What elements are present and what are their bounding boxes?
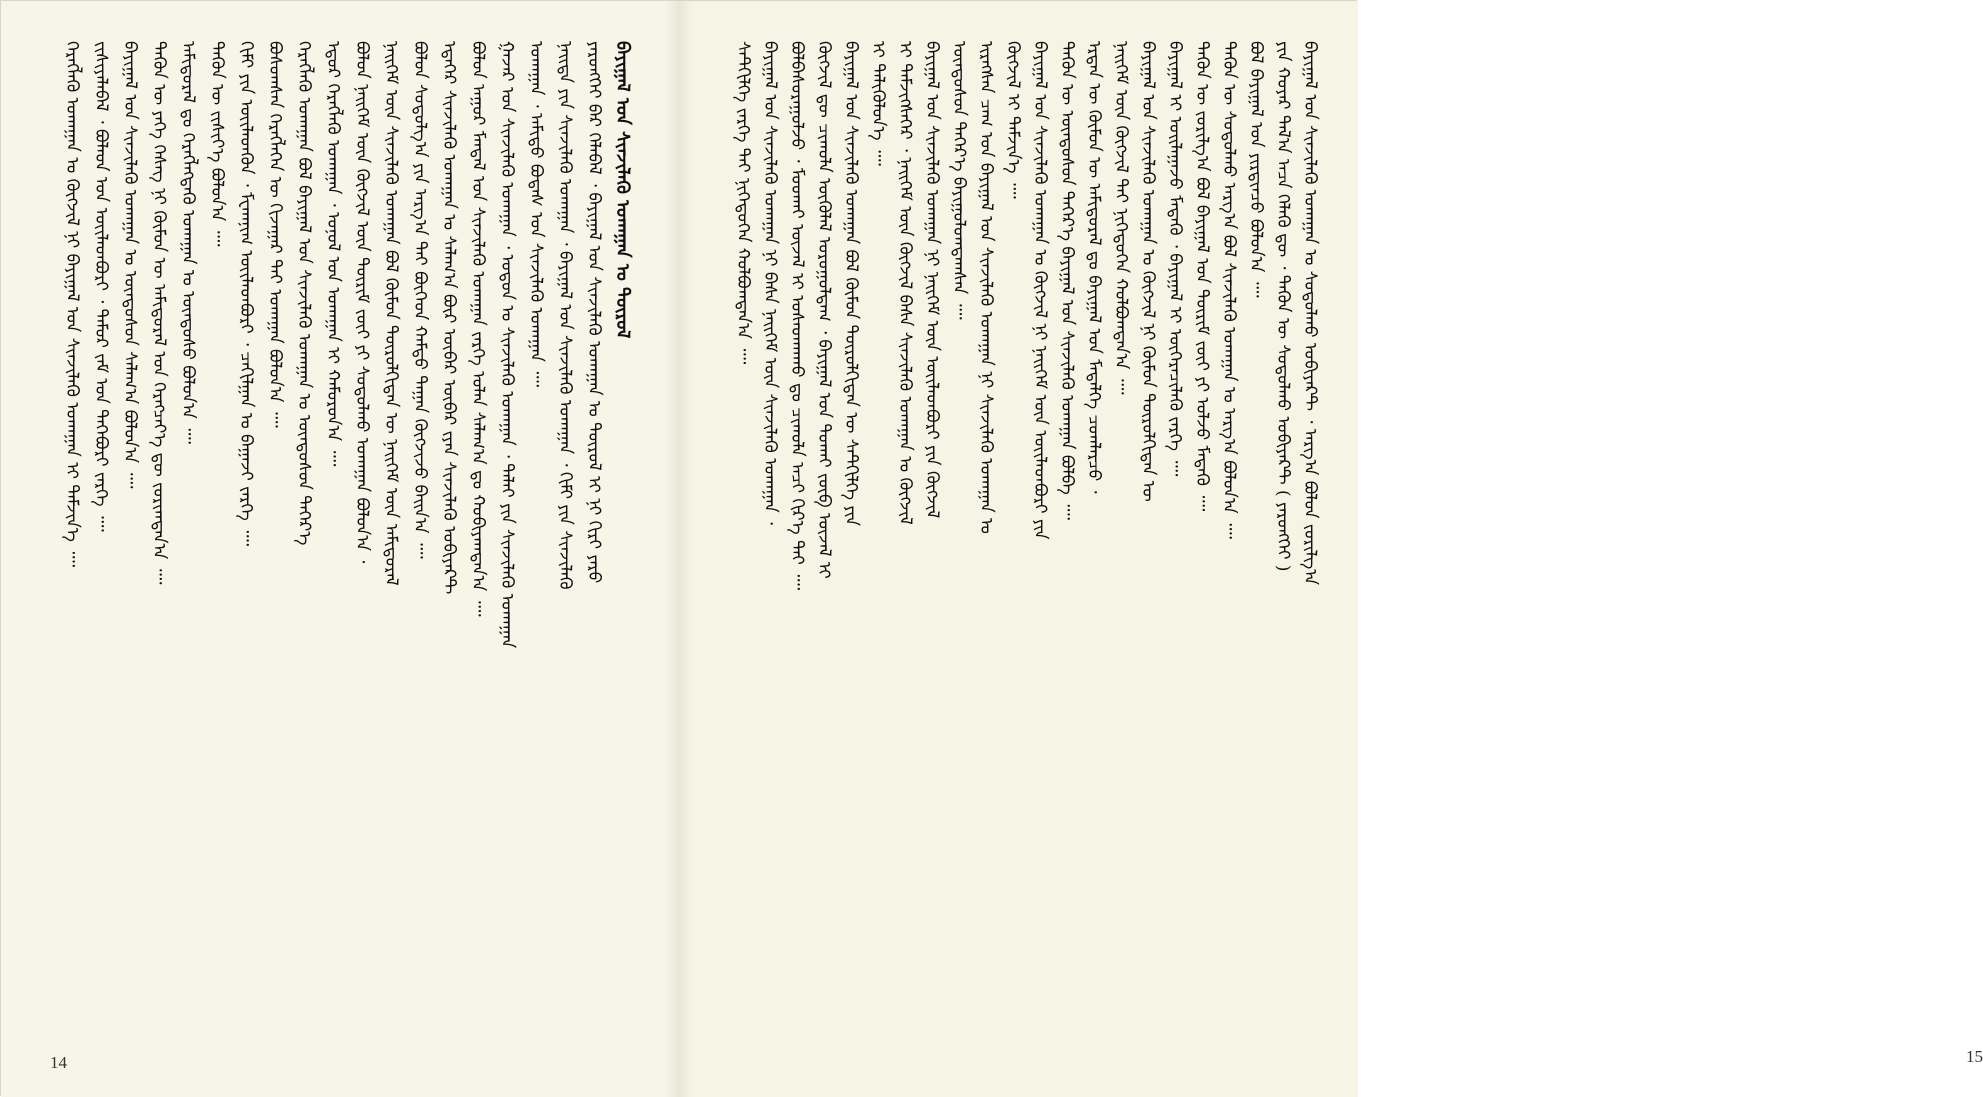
text-column: ᠪᠣᠯᠪᠠᠰᠤᠷᠠᠭᠤᠯᠵᠤ ᠂ ᠮᠤᠤᠬᠠᠢ ᠦᠵᠡᠯ ᠢ ᠤᠰᠠᠳᠬᠠᠬᠤ ᠳᠤ ᠴᠢᠬᠤᠯᠠ ᠠᠴᠢ ᠬᠢᠷ᠎ᠡ ᠲᠠᠢ ᠁ [787, 41, 807, 591]
text-column: ᠪᠠᠶᠢᠭᠠᠯ ᠤᠨ ᠰᠢᠨᠵᠢᠯᠡᠬᠦ ᠤᠬᠠᠭᠠᠨ ᠤ ᠬᠥᠭᠵᠢᠯ ᠨᠢ ᠨᠡᠢᠭᠡᠮ ᠦᠨ ᠦᠢᠯᠡᠳᠪᠦᠷᠢ ᠶᠢᠨ [1030, 41, 1050, 540]
text-column: ᠲᠡᠭᠦᠨ ᠦ ᠰᠤᠳᠤᠯᠬᠤ ᠠᠷᠭ᠎ᠠ ᠪᠣᠯ ᠰᠢᠨᠵᠢᠯᠡᠬᠦ ᠤᠬᠠᠭᠠᠨ ᠤ ᠠᠷᠭ᠎ᠠ ᠪᠣᠯᠤᠨ᠎ᠠ ᠁ [1219, 41, 1239, 539]
text-column: ᠢᠷᠡᠭᠰᠡᠨ ᠴᠠᠭ ᠤᠨ ᠪᠠᠶᠢᠭᠠᠯ ᠤᠨ ᠰᠢᠨᠵᠢᠯᠡᠬᠦ ᠤᠬᠠᠭᠠᠨ ᠨᠢ ᠰᠢᠨᠵᠢᠯᠡᠬᠦ ᠤᠬᠠᠭᠠᠨ ᠤ [976, 41, 996, 534]
text-column: ᠢ ᠲᠡᠯᠢᠭᠦᠯᠦᠨ᠎ᠡ ᠁ [868, 41, 888, 166]
text-column: ᠵᠢᠱᠢᠶᠡᠯᠡᠪᠡᠯ ᠂ ᠪᠣᠯᠠᠳ ᠤᠨ ᠦᠢᠯᠡᠳᠪᠦᠷᠢ ᠂ ᠲᠡᠮᠦᠷ ᠵᠠᠮ ᠤᠨ ᠲᠡᠭᠡᠪᠦᠷᠢ ᠵᠡᠷᠭᠡ ᠁ [91, 41, 111, 532]
text-column: ᠪᠠᠶᠢᠭᠠᠯ ᠢ ᠣᠢᠯᠠᠭᠠᠵᠤ ᠮᠡᠳᠡᠬᠦ ᠂ ᠪᠠᠶᠢᠭᠠᠯ ᠢ ᠥᠭᠡᠷᠡᠴᠢᠯᠡᠬᠦ ᠵᠡᠷᠭᠡ ᠁ [1165, 41, 1185, 477]
page-number: 15 [1966, 1047, 1983, 1066]
text-column: ᠠᠮᠢᠳᠤᠷᠠᠯ ᠳᠤ ᠬᠡᠷᠡᠭᠯᠡᠭᠳᠡᠬᠦ ᠤᠬᠠᠭᠠᠨ ᠤ ᠦᠨᠳᠦᠰᠦ ᠪᠣᠯᠤᠨ᠎ᠠ ᠁ [178, 41, 198, 445]
text-column: ᠲᠡᠭᠦᠨ ᠦ ᠶᠡᠬᠡ ᠬᠡᠰᠡᠭ ᠨᠢ ᠬᠦᠮᠦᠨ ᠦ ᠠᠮᠢᠳᠤᠷᠠᠯ ᠤᠨ ᠬᠡᠷᠡᠭᠴᠡᠶ᠎ᠡ ᠳᠦ ᠵᠣᠷᠢᠭᠳᠠᠨ᠎ᠠ ᠁ [149, 41, 169, 585]
text-column: ᠨᠡᠢᠭᠡᠮ ᠦᠨ ᠬᠥᠭᠵᠢᠯ ᠲᠡᠢ ᠨᠢᠭᠡᠳᠦᠭᠡᠨ ᠬᠣᠯᠪᠣᠭᠳᠠᠨ᠎ᠠ ᠁ [1111, 41, 1131, 395]
text-column: ᠢ ᠳᠡᠮᠵᠢᠭᠰᠡᠭᠡᠷ ᠂ ᠨᠡᠢᠭᠡᠮ ᠦᠨ ᠬᠥᠭᠵᠢᠯ ᠪᠠᠰᠠ ᠰᠢᠨᠵᠢᠯᠡᠬᠦ ᠤᠬᠠᠭᠠᠨ ᠤ ᠬᠥᠭᠵᠢᠯ [895, 41, 915, 525]
text-column: ᠬᠥᠭᠵᠢᠯ ᠢ ᠳᠡᠮᠵᠢᠨ᠎ᠡ ᠁ [1003, 41, 1023, 199]
text-column: ᠡᠷᠲᠡᠨ ᠦ ᠬᠦᠮᠦᠨ ᠦ ᠠᠮᠢᠳᠤᠷᠠᠯ ᠳᠤ ᠪᠠᠶᠢᠭᠠᠯ ᠤᠨ ᠮᠡᠳᠡᠯᠭᠡ ᠴᠤᠭᠯᠠᠷᠴᠤ ᠂ [1084, 41, 1104, 494]
text-column: ᠤᠬᠠᠭᠠᠨ ᠂ ᠠᠮᠢᠳᠤ ᠪᠣᠳᠠᠰ ᠤᠨ ᠰᠢᠨᠵᠢᠯᠡᠬᠦ ᠤᠬᠠᠭᠠᠨ ᠁ [526, 41, 546, 388]
text-column: ᠲᠡᠭᠦᠨ ᠦ ᠵᠢᠱᠢᠶ᠎ᠡ ᠪᠣᠯᠤᠨ᠎ᠠ ᠁ [207, 41, 227, 247]
text-column: ᠪᠠᠶᠢᠭᠠᠯ ᠤᠨ ᠰᠢᠨᠵᠢᠯᠡᠬᠦ ᠤᠬᠠᠭᠠᠨ ᠤ ᠰᠤᠳᠤᠯᠬᠤ ᠣᠪᠢᠶᠡᠺᠲ ᠂ ᠠᠷᠭ᠎ᠠ ᠪᠣᠯᠤᠨ ᠵᠣᠷᠢᠯᠭ᠎ᠠ [1300, 41, 1320, 586]
text-column: ᠡᠳᠦᠷ ᠬᠡᠷᠡᠭᠯᠡᠬᠦ ᠤᠬᠠᠭᠠᠨ ᠂ ᠣᠨᠣᠯ ᠤᠨ ᠤᠬᠠᠭᠠᠨ ᠢ ᠬᠠᠮᠤᠷᠤᠨ᠎ᠠ ᠁ [323, 41, 343, 467]
text-column: ᠬᠥᠭᠵᠢᠯ ᠳᠦ ᠴᠢᠬᠤᠯᠠ ᠥᠭᠦᠯᠡᠯ ᠣᠷᠣᠭᠤᠯᠳᠠᠭ ᠂ ᠪᠠᠶᠢᠭᠠᠯ ᠤᠨ ᠲᠤᠬᠠᠢ ᠵᠥᠪ ᠦᠵᠡᠯ ᠢ [814, 41, 834, 579]
book-gutter-shadow [665, 1, 693, 1097]
text-column: ᠪᠣᠰᠤᠭᠰᠠᠨ ᠬᠡᠷᠡᠭᠯᠡᠭᠡᠨ ᠦ ᠬᠢᠵᠠᠭᠠᠷ ᠲᠠᠢ ᠤᠬᠠᠭᠠᠨ ᠪᠣᠯᠤᠨ᠎ᠠ ᠁ [265, 41, 285, 428]
text-column: ᠪᠠᠶᠢᠭᠠᠯ ᠤᠨ ᠰᠢᠨᠵᠢᠯᠡᠬᠦ ᠤᠬᠠᠭᠠᠨ ᠨᠢ ᠨᠡᠢᠭᠡᠮ ᠦᠨ ᠦᠢᠯᠡᠳᠪᠦᠷᠢ ᠶᠢᠨ ᠬᠥᠭᠵᠢᠯ [922, 41, 942, 519]
text-column: ᠰᠡᠲᠬᠢᠯᠭᠡ ᠵᠡᠷᠭᠡ ᠲᠡᠢ ᠨᠢᠭᠡᠳᠦᠭᠡᠨ ᠬᠣᠯᠪᠣᠭᠳᠠᠨ᠎ᠠ ᠁ [733, 41, 753, 365]
text-column: ᠨᠡᠢᠲᠡ ᠶᠢᠨ ᠰᠢᠨᠵᠢᠯᠡᠬᠦ ᠤᠬᠠᠭᠠᠨ ᠂ ᠪᠠᠶᠢᠭᠠᠯ ᠤᠨ ᠰᠢᠨᠵᠢᠯᠡᠬᠦ ᠤᠬᠠᠭᠠᠨ ᠂ ᠬᠢᠮᠢ ᠶᠢᠨ ᠰᠢᠨᠵᠢᠯᠡᠬᠦ [555, 41, 575, 590]
text-column: ᠪᠠᠶᠢᠭᠠᠯ ᠤᠨ ᠰᠢᠨᠵᠢᠯᠡᠬᠦ ᠤᠬᠠᠭᠠᠨ ᠤ ᠲᠦᠷᠦᠯ [612, 41, 633, 339]
text-column: ᠦᠨᠳᠦᠰᠦᠨ ᠳᠡᠭᠡᠷ᠎ᠡ ᠪᠠᠶᠢᠭᠤᠯᠤᠭᠳᠠᠭᠰᠠᠨ ᠁ [949, 41, 969, 320]
text-column: ᠨᠡᠢᠭᠡᠮ ᠦᠨ ᠰᠢᠨᠵᠢᠯᠡᠬᠦ ᠤᠬᠠᠭᠠᠨ ᠪᠣᠯ ᠬᠦᠮᠦᠨ ᠲᠥᠷᠥᠯᠬᠢᠲᠡᠨ ᠦ ᠨᠡᠢᠭᠡᠮ ᠦᠨ ᠠᠮᠢᠳᠤᠷᠠᠯ [381, 41, 401, 586]
text-column: ᠶᠢᠨ ᠬᠣᠶᠠᠷ ᠲᠠᠯ᠎ᠠ ᠠᠴᠠ ᠬᠡᠯᠡᠬᠦ ᠳᠦ ᠂ ᠲᠡᠭᠦᠨ ᠦ ᠰᠤᠳᠤᠯᠬᠤ ᠣᠪᠢᠶᠡᠺᠲ ( ᠶᠡᠷᠦᠩᠬᠡᠢ ) [1273, 41, 1293, 572]
text-column: ᠪᠠᠶᠢᠭᠠᠯ ᠤᠨ ᠰᠢᠨᠵᠢᠯᠡᠬᠦ ᠤᠬᠠᠭᠠᠨ ᠪᠣᠯ ᠬᠦᠮᠦᠨ ᠲᠥᠷᠥᠯᠬᠢᠲᠡᠨ ᠦ ᠰᠡᠲᠬᠢᠯᠭᠡ ᠶᠢᠨ [841, 41, 861, 527]
text-column: ᠪᠣᠯ ᠪᠠᠶᠢᠭᠠᠯ ᠤᠨ ᠶᠢᠷᠲᠢᠨᠴᠦ ᠪᠣᠯᠤᠨ᠎ᠠ ᠁ [1246, 41, 1266, 298]
text-column: ᠪᠣᠯᠤᠨ ᠨᠡᠢᠭᠡᠮ ᠦᠨ ᠬᠥᠭᠵᠢᠯ ᠦᠨ ᠳᠦᠷᠢᠮ ᠵᠦᠢ ᠶᠢ ᠰᠤᠳᠤᠯᠬᠤ ᠤᠬᠠᠭᠠᠨ ᠪᠣᠯᠤᠨ᠎ᠠ ᠂ [352, 41, 372, 564]
text-column: ᠬᠡᠷᠡᠭᠯᠡᠬᠦ ᠤᠬᠠᠭᠠᠨ ᠪᠣᠯ ᠪᠠᠶᠢᠭᠠᠯ ᠤᠨ ᠰᠢᠨᠵᠢᠯᠡᠬᠦ ᠤᠬᠠᠭᠠᠨ ᠤ ᠦᠨᠳᠦᠰᠦᠨ ᠳᠡᠭᠡᠷ᠎ᠡ [294, 41, 314, 546]
left-page-text [31, 41, 641, 1051]
right-page-text [709, 41, 1329, 1051]
text-column: ᠬᠢᠮᠢ ᠶᠢᠨ ᠦᠢᠯᠡᠳᠬᠦᠨ ᠂ ᠮᠧᠬᠠᠨᠢᠭ ᠦᠢᠯᠡᠳᠪᠦᠷᠢ ᠂ ᠴᠠᠬᠢᠯᠭᠠᠨ ᠤ ᠪᠠᠭᠠᠵᠢ ᠵᠡᠷᠭᠡ ᠁ [236, 41, 256, 547]
text-column: ᠡᠳᠡᠭᠡᠷ ᠰᠢᠨᠵᠢᠯᠡᠬᠦ ᠤᠬᠠᠭᠠᠨ ᠤ ᠰᠠᠯᠠᠭ᠎ᠠ ᠪᠦᠷ ᠥᠪᠡᠷ ᠥᠪᠡᠷ ᠢ᠋ᠶᠡᠨ ᠰᠢᠨᠵᠢᠯᠡᠬᠦ ᠣᠪᠢᠶᠡᠺᠲ [439, 41, 459, 595]
page-number: 14 [50, 1053, 67, 1072]
text-column: ᠬᠡᠷᠡᠭᠯᠡᠬᠦ ᠤᠬᠠᠭᠠᠨ ᠤ ᠬᠥᠭᠵᠢᠯ ᠨᠢ ᠪᠠᠶᠢᠭᠠᠯ ᠤᠨ ᠰᠢᠨᠵᠢᠯᠡᠬᠦ ᠤᠬᠠᠭᠠᠨ ᠢ ᠳᠡᠮᠵᠢᠨ᠎ᠡ ᠁ [62, 41, 82, 568]
text-column: ᠪᠠᠶᠢᠭᠠᠯ ᠤᠨ ᠰᠢᠨᠵᠢᠯᠡᠬᠦ ᠤᠬᠠᠭᠠᠨ ᠤ ᠬᠥᠭᠵᠢᠯ ᠨᠢ ᠬᠦᠮᠦᠨ ᠲᠥᠷᠥᠯᠬᠢᠲᠡᠨ ᠦ [1138, 41, 1158, 502]
right-page [679, 1, 1983, 1097]
text-column: ᠭᠠᠵᠠᠷ ᠤᠨ ᠰᠢᠨᠵᠢᠯᠡᠬᠦ ᠤᠬᠠᠭᠠᠨ ᠂ ᠣᠳᠣᠨ ᠤ ᠰᠢᠨᠵᠢᠯᠡᠬᠦ ᠤᠬᠠᠭᠠᠨ ᠂ ᠳᠠᠯᠠᠢ ᠶᠢᠨ ᠰᠢᠨᠵᠢᠯᠡᠬᠦ ᠤᠬᠠᠭᠠᠨ [497, 41, 517, 649]
left-page [1, 1, 679, 1097]
text-column: ᠪᠠᠶᠢᠭᠠᠯ ᠤᠨ ᠰᠢᠨᠵᠢᠯᠡᠬᠦ ᠤᠬᠠᠭᠠᠨ ᠤ ᠦᠨᠳᠦᠰᠦᠨ ᠰᠠᠯᠠᠭ᠎ᠠ ᠪᠣᠯᠤᠨ᠎ᠠ ᠁ [120, 41, 140, 489]
text-column: ᠪᠣᠯᠣᠨ ᠠᠭᠤᠷ ᠮᠠᠨᠳᠠᠯ ᠤᠨ ᠰᠢᠨᠵᠢᠯᠡᠬᠦ ᠤᠬᠠᠭᠠᠨ ᠵᠡᠷᠭᠡ ᠣᠯᠠᠨ ᠰᠠᠯᠠᠭ᠎ᠠ ᠳᠤ ᠬᠤᠪᠢᠶᠠᠭᠳᠠᠨ᠎ᠠ ᠁ [468, 41, 488, 617]
text-column: ᠲᠡᠭᠦᠨ ᠦ ᠦᠨᠳᠦᠰᠦᠨ ᠳᠡᠭᠡᠷ᠎ᠡ ᠪᠠᠶᠢᠭᠠᠯ ᠤᠨ ᠰᠢᠨᠵᠢᠯᠡᠬᠦ ᠤᠬᠠᠭᠠᠨ ᠪᠣᠯᠪᠠ ᠁ [1057, 41, 1077, 520]
text-column: ᠪᠠᠶᠢᠭᠠᠯ ᠤᠨ ᠰᠢᠨᠵᠢᠯᠡᠬᠦ ᠤᠬᠠᠭᠠᠨ ᠨᠢ ᠪᠠᠰᠠ ᠨᠡᠢᠭᠡᠮ ᠦᠨ ᠰᠢᠨᠵᠢᠯᠡᠬᠦ ᠤᠬᠠᠭᠠᠨ ᠂ [760, 41, 780, 525]
text-column: ᠲᠡᠭᠦᠨ ᠦ ᠵᠣᠷᠢᠯᠭ᠎ᠠ ᠪᠣᠯ ᠪᠠᠶᠢᠭᠠᠯ ᠤᠨ ᠳᠦᠷᠢᠮ ᠵᠦᠢ ᠶᠢ ᠣᠯᠵᠤ ᠮᠡᠳᠡᠬᠦ ᠁ [1192, 41, 1212, 512]
text-column: ᠪᠣᠯᠤᠨ ᠰᠤᠳᠤᠯᠭ᠎ᠠ ᠶᠢᠨ ᠠᠷᠭ᠎ᠠ ᠲᠠᠢ ᠪᠥᠭᠡᠳ ᠬᠠᠮᠲᠤ ᠳᠠᠭᠠᠨ ᠬᠥᠭᠵᠢᠵᠦ ᠪᠠᠢᠨ᠎ᠠ ᠁ [410, 41, 430, 559]
text-column: ᠶᠡᠷᠦᠩᠬᠡᠢ ᠪᠡᠷ ᠬᠡᠯᠡᠪᠡᠯ ᠂ ᠪᠠᠶᠢᠭᠠᠯ ᠤᠨ ᠰᠢᠨᠵᠢᠯᠡᠬᠦ ᠤᠬᠠᠭᠠᠨ ᠤ ᠲᠦᠷᠦᠯ ᠢ ᠨᠢ ᠬᠢᠷᠢ ᠶᠡᠷᠦ [584, 41, 604, 584]
